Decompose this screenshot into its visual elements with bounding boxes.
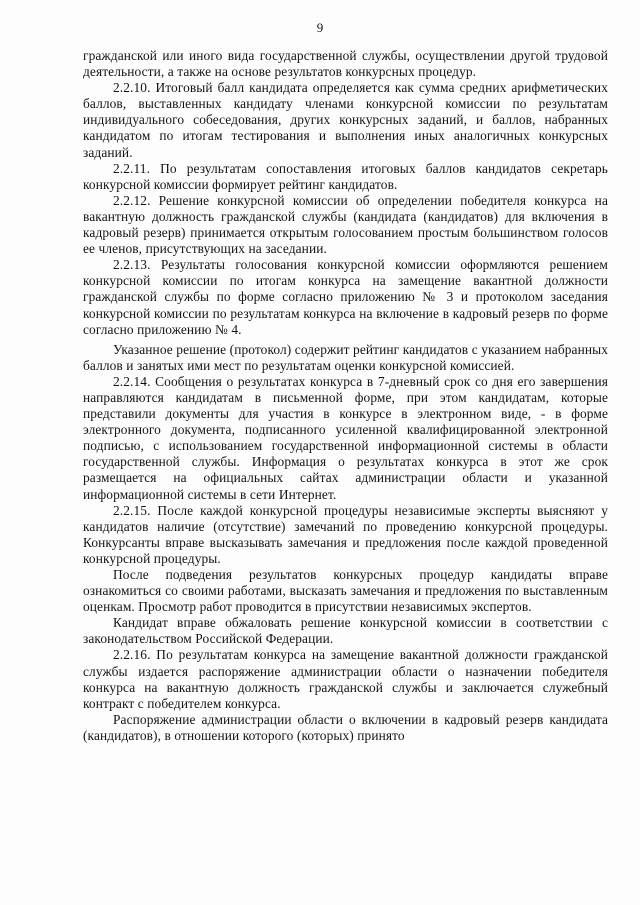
document-body <box>83 48 608 744</box>
paragraph-2-2-16: 2.2.16. По результатам конкурса на замещение вакантной должности гражданской службы издается распоряжение администрации области о назначении победителя конкурса на вакантную должность гражданской службы и заключается служебный контракт с победителем конкурса. <box>83 647 608 711</box>
paragraph-continuation: гражданской или иного вида государственной службы, осуществлении другой трудовой деятельности, а также на основе результатов конкурсных процедур. <box>83 48 608 80</box>
paragraph-2-2-15: 2.2.15. После каждой конкурсной процедуры независимые эксперты выясняют у кандидатов наличие (отсутствие) замечаний по проведению конкурсной процедуры. Конкурсанты вправе высказывать замечания и предложения после каждой проведенной конкурсной процедуры. <box>83 502 608 566</box>
paragraph-appeal: Кандидат вправе обжаловать решение конкурсной комиссии в соответствии с законодательством Российской Федерации. <box>83 615 608 647</box>
page-number: 9 <box>316 20 324 35</box>
paragraph-2-2-12: 2.2.12. Решение конкурсной комиссии об определении победителя конкурса на вакантную должность гражданской службы (кандидата (кандидатов) для включения в кадровый резерв) принимается открытым голосованием простым большинством голосов ее членов, присутствующих на заседании. <box>83 192 608 257</box>
paragraph-decision-rating: Указанное решение (протокол) содержит рейтинг кандидатов с указанием набранных баллов и занятых ими мест по результатам оценки конкурсной комиссией. <box>83 341 608 373</box>
paragraph-2-2-10: 2.2.10. Итоговый балл кандидата определяется как сумма средних арифметических баллов, выставленных кандидату членами конкурсной комиссии по результатам индивидуального собеседования, других конкурсных заданий, и баллов, набранных кандидатом по итогам тестирования и выполнения иных аналогичных конкурсных заданий. <box>83 80 608 160</box>
paragraph-reserve-order: Распоряжение администрации области о включении в кадровый резерв кандидата (кандидатов), в отношении которого (которых) принято <box>83 711 608 743</box>
paragraph-2-2-14: 2.2.14. Сообщения о результатах конкурса в 7-дневный срок со дня его завершения направляются кандидатам в письменной форме, при этом кандидатам, которые представили документы для участия в конкурсе в электронном виде, - в форме электронного документа, подписанного усиленной квалифицированной электронной подписью, с использованием государственной информационной системы в области государственной службы. Информация о результатах конкурса в этот же срок размещается на официальных сайтах администрации области и указанной информационной системы в сети Интернет. <box>83 373 608 502</box>
paragraph-2-2-13: 2.2.13. Результаты голосования конкурсной комиссии оформляются решением конкурсной комиссии по итогам конкурса на замещение вакантной должности гражданской службы по форме согласно приложению № 3 и протоколом заседания конкурсной комиссии по результатам конкурса на включение в кадровый резерв по форме согласно приложению № 4. <box>83 257 608 337</box>
paragraph-2-2-11: 2.2.11. По результатам сопоставления итоговых баллов кандидатов секретарь конкурсной комиссии формирует рейтинг кандидатов. <box>83 160 608 192</box>
paragraph-after-results: После подведения результатов конкурсных процедур кандидаты вправе ознакомиться со своими работами, высказать замечания и предложения по выставленным оценкам. Просмотр работ проводится в присутствии независимых экспертов. <box>83 567 608 615</box>
